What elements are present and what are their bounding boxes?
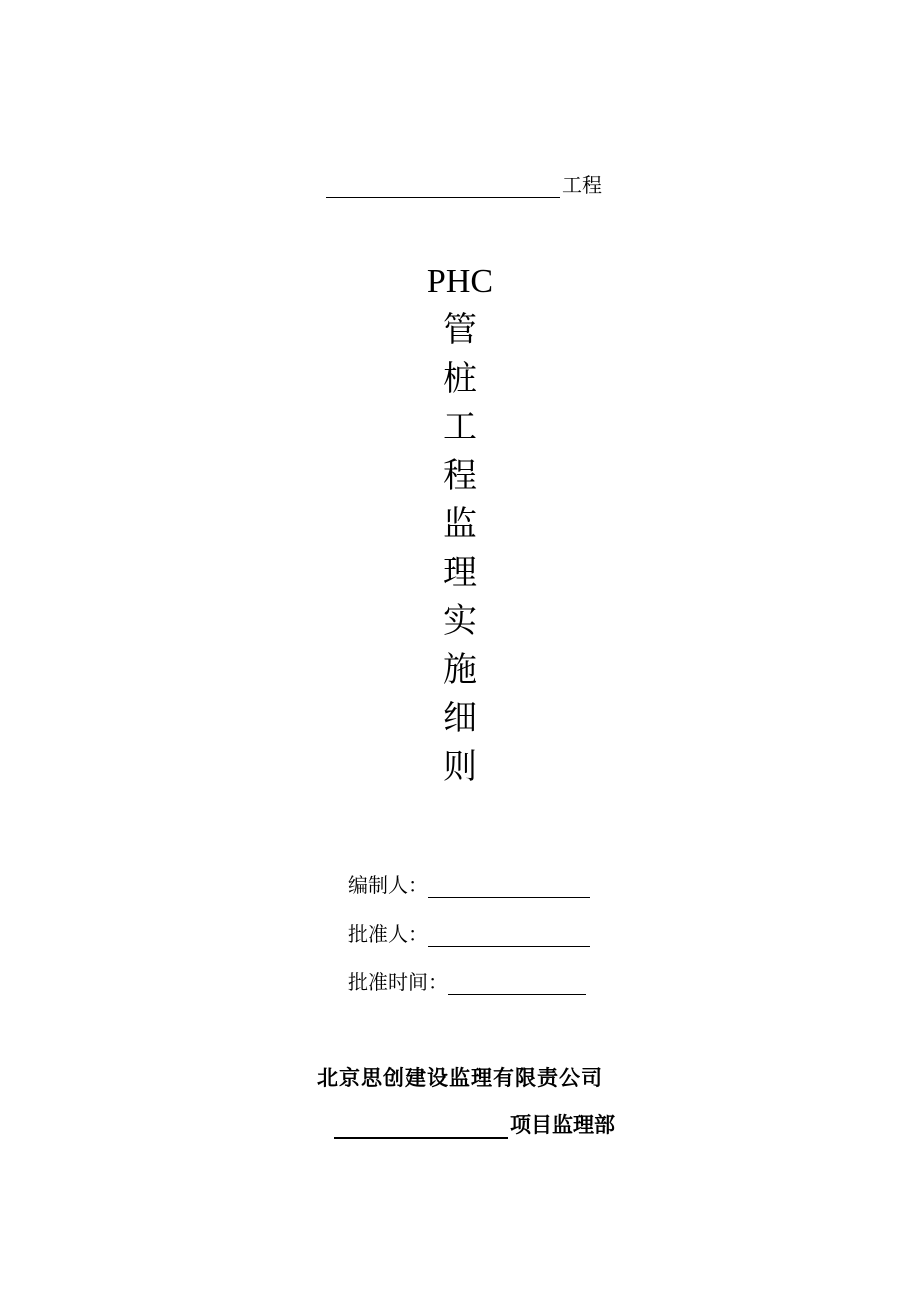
project-name-blank bbox=[326, 175, 560, 198]
title-char: 理 bbox=[443, 552, 477, 593]
approval-time-label: 批准时间： bbox=[348, 970, 448, 994]
title-latin: PHC bbox=[426, 263, 494, 300]
department-blank bbox=[334, 1113, 508, 1139]
project-suffix: 工程 bbox=[562, 173, 602, 197]
compiler-blank bbox=[428, 875, 590, 898]
title-char: 桩 bbox=[443, 358, 477, 399]
approval-time-blank bbox=[448, 972, 586, 995]
title-char: 则 bbox=[443, 746, 477, 787]
compiler-label: 编制人： bbox=[348, 873, 428, 897]
compiler-row bbox=[348, 868, 590, 898]
title-char: 细 bbox=[443, 698, 477, 738]
title-char: 管 bbox=[443, 310, 477, 350]
title-char: 程 bbox=[443, 455, 477, 496]
approver-row bbox=[348, 917, 590, 947]
title-char: 施 bbox=[443, 649, 477, 690]
title-char: 工 bbox=[443, 407, 477, 447]
department-suffix: 项目监理部 bbox=[510, 1113, 615, 1137]
document-title bbox=[0, 258, 920, 791]
approver-label: 批准人： bbox=[348, 922, 428, 946]
department-line bbox=[334, 1109, 615, 1139]
title-char: 监 bbox=[443, 504, 477, 544]
company-name: 北京思创建设监理有限责公司 bbox=[317, 1066, 603, 1090]
approval-time-row bbox=[348, 965, 586, 995]
approver-blank bbox=[428, 924, 590, 947]
title-char: 实 bbox=[443, 601, 477, 641]
project-name-line bbox=[326, 170, 602, 198]
